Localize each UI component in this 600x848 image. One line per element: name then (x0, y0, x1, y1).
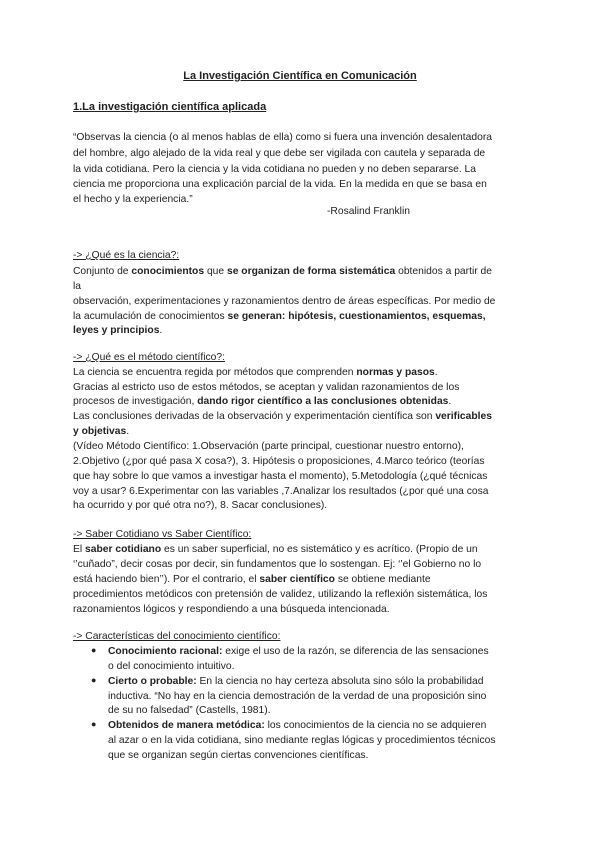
quote-line: ciencia me proporciona una explicación parcial de la vida. En la medida en que se basa en (73, 179, 487, 190)
paragraph-line: razonamientos lógicos y respondiendo a una búsqueda intencionada. (73, 604, 390, 615)
paragraph-line: que hay sobre lo que vamos a investigar hasta el momento), 5.Metodología (¿qué técnicas (73, 471, 488, 482)
paragraph-line: 2.Objetivo (¿por qué pasa X cosa?), 3. Hipótesis o proposiciones, 4.Marco teórico (teorías (73, 456, 485, 467)
paragraph-line: leyes y principios. (73, 325, 163, 336)
paragraph-line: y objetivas. (73, 426, 130, 437)
list-item-line: al azar o en la vida cotidiana, sino mediante reglas lógicas y procedimientos técnicos (108, 735, 496, 746)
paragraph-line: Gracias al estricto uso de estos métodos, se aceptan y validan razonamientos de los (73, 382, 460, 393)
paragraph-line: procedimientos metódicos con pretensión de validez, utilizando la reflexión sistemática, los (73, 589, 488, 600)
bullet-icon: ● (91, 645, 97, 655)
list-item: Obtenidos de manera metódica: los conocimientos de la ciencia no se adquieren (108, 720, 487, 731)
paragraph-line: procesos de investigación, dando rigor científico a las conclusiones obtenidas. (73, 396, 452, 407)
section-heading: 1.La investigación científica aplicada (73, 101, 267, 113)
list-item-line: inductiva. “No hay en la ciencia demostración de la verdad de una proposición sino (108, 691, 487, 702)
list-item-line: de su no falsedad” (Castells, 1981). (108, 705, 271, 716)
list-item-line: o del conocimiento intuitivo. (108, 661, 235, 672)
quote-line: el hecho y la experiencia.” (73, 194, 193, 205)
list-item: Conocimiento racional: exige el uso de la razón, se diferencia de las sensaciones (108, 646, 489, 657)
quote-author: -Rosalind Franklin (327, 206, 410, 217)
paragraph-line: la (73, 281, 82, 292)
paragraph-line: voy a usar? 6.Experimentar con las variables ,7.Analizar los resultados (¿por qué una cosa (73, 486, 489, 497)
paragraph-line: está haciendo bien’’). Por el contrario, el saber científico se obtiene mediante (73, 574, 431, 585)
metodo-heading: -> ¿Qué es el método científico?: (73, 352, 225, 363)
quote-line: “Observas la ciencia (o al menos hablas de ella) como si fuera una invención desalentadora (73, 132, 492, 143)
ciencia-heading: -> ¿Qué es la ciencia?: (73, 250, 180, 261)
paragraph-line: ha ocurrido y por qué otra no?), 8. Sacar conclusiones). (73, 500, 328, 511)
bullet-icon: ● (91, 675, 97, 685)
paragraph-line: El saber cotidiano es un saber superficial, no es sistemático y es acrítico. (Propio de un (73, 544, 478, 555)
caracteristicas-heading: -> Características del conocimiento científico: (73, 631, 281, 642)
paragraph-line: ‘’cuñado”, decir cosas por decir, sin fundamentos que lo sostengan. Ej: ‘’el Gobierno no lo (73, 559, 482, 570)
bullet-icon: ● (91, 719, 97, 729)
paragraph-line: (Vídeo Método Científico: 1.Observación (parte principal, cuestionar nuestro entorno), (73, 441, 464, 452)
paragraph-line: Conjunto de conocimientos que se organizan de forma sistemática obtenidos a partir de (73, 266, 492, 277)
list-item: Cierto o probable: En la ciencia no hay certeza absoluta sino sólo la probabilidad (108, 676, 484, 687)
paragraph-line: Las conclusiones derivadas de la observación y experimentación científica son verificables (73, 411, 492, 422)
quote-line: la vida cotidiana. Pero la ciencia y la vida cotidiana no pueden y no deben separarse. La (73, 164, 476, 175)
paragraph-line: La ciencia se encuentra regida por métodos que comprenden normas y pasos. (73, 367, 438, 378)
document-title: La Investigación Científica en Comunicación (183, 70, 417, 82)
list-item-line: que se organizan según ciertas convenciones científicas. (108, 750, 369, 761)
paragraph-line: la acumulación de conocimientos se generan: hipótesis, cuestionamientos, esquemas, (73, 311, 486, 322)
quote-line: del hombre, algo alejado de la vida real y que debe ser vigilada con cautela y separada de (73, 148, 486, 159)
saber-heading: -> Saber Cotidiano vs Saber Científico: (73, 529, 252, 540)
paragraph-line: observación, experimentaciones y razonamientos dentro de áreas específicas. Por medio de (73, 296, 496, 307)
